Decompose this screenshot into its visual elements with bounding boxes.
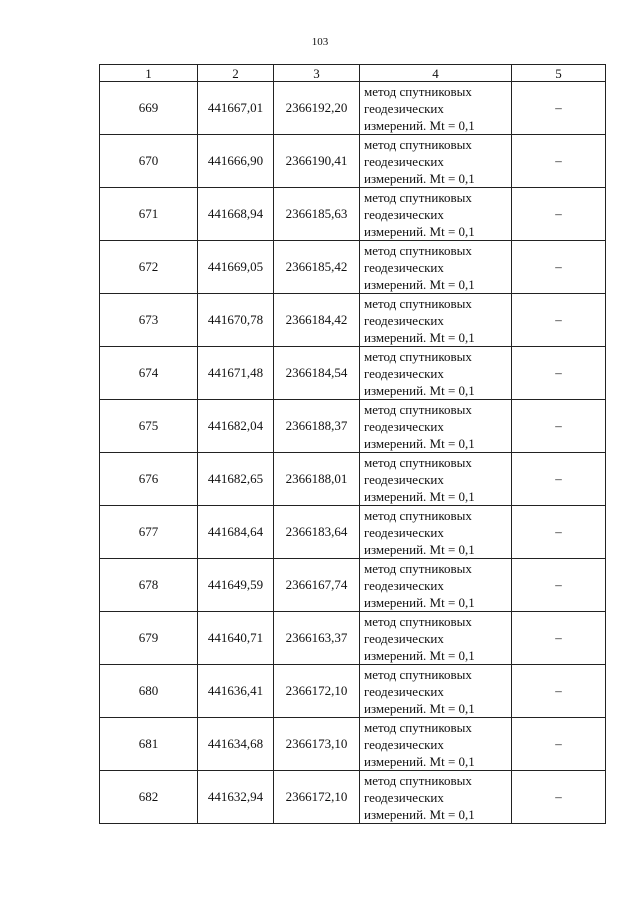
- table-row: [100, 453, 606, 506]
- method-line: метод спутниковых: [364, 507, 472, 523]
- x-coordinate-cell: 441666,90: [198, 135, 274, 188]
- y-coordinate-cell: 2366172,10: [274, 665, 360, 718]
- method-line: измерений. Mt = 0,1: [364, 276, 475, 292]
- method-cell: [360, 241, 512, 294]
- column-header-2: 2: [198, 65, 274, 82]
- method-line: измерений. Mt = 0,1: [364, 435, 475, 451]
- method-line: измерений. Mt = 0,1: [364, 700, 475, 716]
- point-number-cell: 677: [100, 506, 198, 559]
- method-line: метод спутниковых: [364, 666, 472, 682]
- table-row: [100, 665, 606, 718]
- note-cell: –: [512, 135, 606, 188]
- method-cell: [360, 559, 512, 612]
- y-coordinate-cell: 2366185,42: [274, 241, 360, 294]
- method-line: измерений. Mt = 0,1: [364, 223, 475, 239]
- point-number-cell: 679: [100, 612, 198, 665]
- method-line: метод спутниковых: [364, 560, 472, 576]
- x-coordinate-cell: 441632,94: [198, 771, 274, 824]
- x-coordinate-cell: 441671,48: [198, 347, 274, 400]
- table-row: [100, 241, 606, 294]
- x-coordinate-cell: 441668,94: [198, 188, 274, 241]
- point-number-cell: 671: [100, 188, 198, 241]
- method-line: геодезических: [364, 259, 444, 275]
- method-cell: [360, 506, 512, 559]
- method-line: геодезических: [364, 100, 444, 116]
- table-row: [100, 82, 606, 135]
- x-coordinate-cell: 441634,68: [198, 718, 274, 771]
- x-coordinate-cell: 441682,65: [198, 453, 274, 506]
- method-cell: [360, 294, 512, 347]
- table-row: [100, 188, 606, 241]
- method-cell: [360, 612, 512, 665]
- point-number-cell: 676: [100, 453, 198, 506]
- note-cell: –: [512, 612, 606, 665]
- point-number-cell: 672: [100, 241, 198, 294]
- method-line: измерений. Mt = 0,1: [364, 594, 475, 610]
- method-line: геодезических: [364, 312, 444, 328]
- y-coordinate-cell: 2366183,64: [274, 506, 360, 559]
- table-row: [100, 347, 606, 400]
- point-number-cell: 675: [100, 400, 198, 453]
- y-coordinate-cell: 2366185,63: [274, 188, 360, 241]
- point-number-cell: 678: [100, 559, 198, 612]
- method-line: метод спутниковых: [364, 295, 472, 311]
- point-number-cell: 681: [100, 718, 198, 771]
- point-number-cell: 669: [100, 82, 198, 135]
- column-header-4: 4: [360, 65, 512, 82]
- method-line: метод спутниковых: [364, 401, 472, 417]
- table-row: [100, 771, 606, 824]
- method-line: измерений. Mt = 0,1: [364, 488, 475, 504]
- table-row: [100, 135, 606, 188]
- method-line: метод спутниковых: [364, 772, 472, 788]
- note-cell: –: [512, 453, 606, 506]
- method-line: геодезических: [364, 524, 444, 540]
- table-row: [100, 294, 606, 347]
- column-header-3: 3: [274, 65, 360, 82]
- x-coordinate-cell: 441667,01: [198, 82, 274, 135]
- y-coordinate-cell: 2366188,01: [274, 453, 360, 506]
- x-coordinate-cell: 441669,05: [198, 241, 274, 294]
- method-line: геодезических: [364, 736, 444, 752]
- method-cell: [360, 718, 512, 771]
- y-coordinate-cell: 2366188,37: [274, 400, 360, 453]
- method-line: геодезических: [364, 789, 444, 805]
- note-cell: –: [512, 559, 606, 612]
- x-coordinate-cell: 441649,59: [198, 559, 274, 612]
- method-line: измерений. Mt = 0,1: [364, 117, 475, 133]
- method-cell: [360, 135, 512, 188]
- point-number-cell: 674: [100, 347, 198, 400]
- note-cell: –: [512, 771, 606, 824]
- note-cell: –: [512, 400, 606, 453]
- method-line: измерений. Mt = 0,1: [364, 329, 475, 345]
- method-line: метод спутниковых: [364, 719, 472, 735]
- y-coordinate-cell: 2366173,10: [274, 718, 360, 771]
- y-coordinate-cell: 2366184,42: [274, 294, 360, 347]
- method-cell: [360, 188, 512, 241]
- method-line: геодезических: [364, 577, 444, 593]
- note-cell: –: [512, 188, 606, 241]
- table-row: [100, 400, 606, 453]
- method-line: измерений. Mt = 0,1: [364, 541, 475, 557]
- point-number-cell: 682: [100, 771, 198, 824]
- method-cell: [360, 771, 512, 824]
- x-coordinate-cell: 441636,41: [198, 665, 274, 718]
- note-cell: –: [512, 665, 606, 718]
- method-cell: [360, 347, 512, 400]
- method-line: метод спутниковых: [364, 613, 472, 629]
- method-line: измерений. Mt = 0,1: [364, 753, 475, 769]
- method-line: геодезических: [364, 683, 444, 699]
- method-cell: [360, 400, 512, 453]
- note-cell: –: [512, 294, 606, 347]
- method-line: геодезических: [364, 206, 444, 222]
- method-line: метод спутниковых: [364, 83, 472, 99]
- table-row: [100, 612, 606, 665]
- column-header-1: 1: [100, 65, 198, 82]
- method-line: геодезических: [364, 153, 444, 169]
- method-cell: [360, 453, 512, 506]
- table-row: [100, 559, 606, 612]
- page-number: 103: [311, 36, 329, 48]
- method-line: метод спутниковых: [364, 454, 472, 470]
- note-cell: –: [512, 241, 606, 294]
- note-cell: –: [512, 347, 606, 400]
- method-cell: [360, 665, 512, 718]
- note-cell: –: [512, 718, 606, 771]
- method-line: геодезических: [364, 630, 444, 646]
- method-line: геодезических: [364, 365, 444, 381]
- table-body: [100, 82, 606, 824]
- point-number-cell: 670: [100, 135, 198, 188]
- method-line: измерений. Mt = 0,1: [364, 170, 475, 186]
- table-row: [100, 718, 606, 771]
- y-coordinate-cell: 2366192,20: [274, 82, 360, 135]
- method-line: метод спутниковых: [364, 189, 472, 205]
- table-row: [100, 506, 606, 559]
- table-header-row: [100, 65, 606, 82]
- method-line: измерений. Mt = 0,1: [364, 806, 475, 822]
- method-line: метод спутниковых: [364, 136, 472, 152]
- x-coordinate-cell: 441640,71: [198, 612, 274, 665]
- y-coordinate-cell: 2366163,37: [274, 612, 360, 665]
- method-line: измерений. Mt = 0,1: [364, 647, 475, 663]
- method-line: измерений. Mt = 0,1: [364, 382, 475, 398]
- coordinates-table: [99, 64, 606, 824]
- y-coordinate-cell: 2366184,54: [274, 347, 360, 400]
- note-cell: –: [512, 506, 606, 559]
- note-cell: –: [512, 82, 606, 135]
- method-line: метод спутниковых: [364, 242, 472, 258]
- method-cell: [360, 82, 512, 135]
- x-coordinate-cell: 441684,64: [198, 506, 274, 559]
- point-number-cell: 673: [100, 294, 198, 347]
- y-coordinate-cell: 2366167,74: [274, 559, 360, 612]
- y-coordinate-cell: 2366172,10: [274, 771, 360, 824]
- column-header-5: 5: [512, 65, 606, 82]
- method-line: геодезических: [364, 418, 444, 434]
- method-line: геодезических: [364, 471, 444, 487]
- x-coordinate-cell: 441670,78: [198, 294, 274, 347]
- y-coordinate-cell: 2366190,41: [274, 135, 360, 188]
- point-number-cell: 680: [100, 665, 198, 718]
- x-coordinate-cell: 441682,04: [198, 400, 274, 453]
- method-line: метод спутниковых: [364, 348, 472, 364]
